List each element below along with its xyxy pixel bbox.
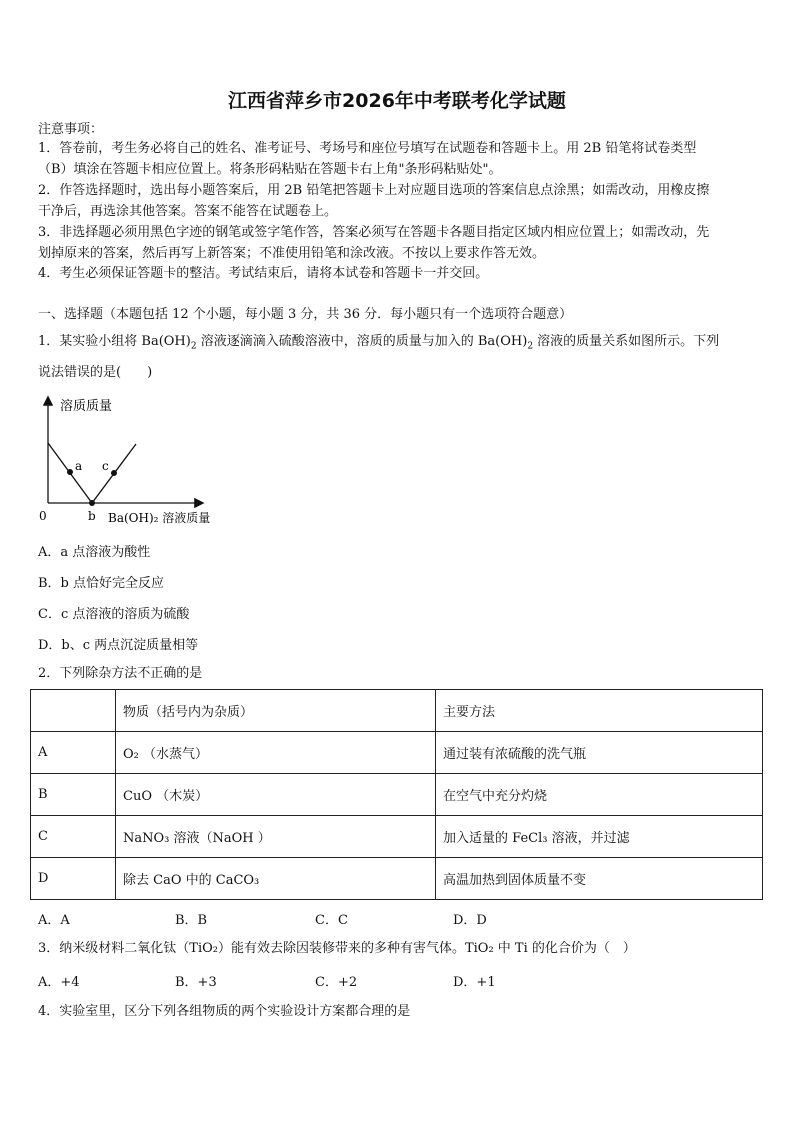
q1-option-a: A．a 点溶液为酸性 <box>38 545 151 560</box>
q2-option-b: B．B <box>175 913 208 928</box>
table-row <box>31 774 763 816</box>
table-header-cell: 主要方法 <box>436 690 763 732</box>
q3-option-c: C．+2 <box>315 975 358 990</box>
row-substance: NaNO₃ 溶液（NaOH ） <box>116 816 436 858</box>
row-method: 加入适量的 FeCl₃ 溶液，并过滤 <box>436 816 763 858</box>
row-label: A <box>31 732 116 774</box>
notice-line: 2．作答选择题时，选出每小题答案后，用 2B 铅笔把答题卡上对应题目选项的答案信息点涂黑；如需改动，用橡皮擦 <box>38 183 710 198</box>
point-b-marker <box>89 500 95 506</box>
subscript: 2 <box>190 341 197 352</box>
row-substance: 除去 CaO 中的 CaCO₃ <box>116 858 436 900</box>
table-row <box>31 732 763 774</box>
y-axis-label: 溶质质量 <box>60 399 113 414</box>
q3-option-d: D．+1 <box>453 975 496 990</box>
notice-heading: 注意事项： <box>38 122 104 137</box>
stem-part: 溶液逐滴滴入硫酸溶液中，溶质的质量与加入的 Ba(OH) <box>196 334 528 349</box>
x-axis-label: Ba(OH)₂ 溶液质量 <box>108 511 211 525</box>
subscript: 2 <box>527 341 534 352</box>
solute-mass-graph <box>30 392 230 528</box>
q2-option-a: A．A <box>38 913 70 928</box>
notice-line: 划掉原来的答案，然后再写上新答案；不准使用铅笔和涂改液。不按以上要求作答无效。 <box>38 246 546 261</box>
row-method: 在空气中充分灼烧 <box>436 774 763 816</box>
q3-option-a: A．+4 <box>38 975 80 990</box>
q2-option-d: D．D <box>453 913 487 928</box>
q1-option-d: D．b、c 两点沉淀质量相等 <box>38 638 199 653</box>
q1-option-c: C．c 点溶液的溶质为硫酸 <box>38 607 190 622</box>
table-row <box>31 816 763 858</box>
question-2-stem: 2．下列除杂方法不正确的是 <box>38 666 203 681</box>
table-header-row <box>31 690 763 732</box>
notice-line: 干净后，再选涂其他答案。答案不能答在试题卷上。 <box>38 204 338 219</box>
origin-label: 0 <box>39 509 47 523</box>
q1-option-b: B．b 点恰好完全反应 <box>38 576 165 591</box>
notice-line: （B）填涂在答题卡相应位置上。将条形码粘贴在答题卡右上角"条形码粘贴处"。 <box>38 162 502 177</box>
impurity-removal-table <box>30 689 763 900</box>
table-row <box>31 858 763 900</box>
row-method: 高温加热到固体质量不变 <box>436 858 763 900</box>
q3-option-b: B．+3 <box>175 975 217 990</box>
notice-line: 1．答卷前，考生务必将自己的姓名、准考证号、考场号和座位号填写在试题卷和答题卡上。用 2B 铅笔将试卷类型 <box>38 141 697 156</box>
row-label: D <box>31 858 116 900</box>
graph-curve <box>48 443 136 503</box>
point-c-label: c <box>102 459 109 473</box>
row-method: 通过装有浓硫酸的洗气瓶 <box>436 732 763 774</box>
point-b-label: b <box>88 509 96 523</box>
notice-line: 3．非选择题必须用黑色字迹的钢笔或签字笔作答，答案必须写在答题卡各题目指定区域内相应位置上；如需改动，先 <box>38 225 710 240</box>
point-a-marker <box>67 469 73 475</box>
row-substance: CuO （木炭） <box>116 774 436 816</box>
q2-option-c: C．C <box>315 913 348 928</box>
table-header-cell <box>31 690 116 732</box>
stem-part: 1．某实验小组将 Ba(OH) <box>38 334 191 349</box>
question-3-stem: 3．纳米级材料二氧化钛（TiO₂）能有效去除因装修带来的多种有害气体。TiO₂ 中 Ti 的化合价为（ ） <box>38 941 636 956</box>
row-label: C <box>31 816 116 858</box>
question-1-stem <box>38 333 719 356</box>
question-1-stem-line2: 说法错误的是( ) <box>38 365 153 380</box>
exam-title: 江西省萍乡市2026年中考联考化学试题 <box>228 90 566 112</box>
stem-part: 溶液的质量关系如图所示。下列 <box>533 334 720 349</box>
point-a-label: a <box>75 459 83 473</box>
row-label: B <box>31 774 116 816</box>
question-4-stem: 4．实验室里，区分下列各组物质的两个实验设计方案都合理的是 <box>38 1004 411 1019</box>
table-header-cell: 物质（括号内为杂质） <box>116 690 436 732</box>
notice-line: 4．考生必须保证答题卡的整洁。考试结束后，请将本试卷和答题卡一并交回。 <box>38 266 489 281</box>
section-heading: 一、选择题（本题包括 12 个小题，每小题 3 分，共 36 分．每小题只有一个选项符合题意） <box>38 307 573 322</box>
point-c-marker <box>111 470 117 476</box>
row-substance: O₂ （水蒸气） <box>116 732 436 774</box>
